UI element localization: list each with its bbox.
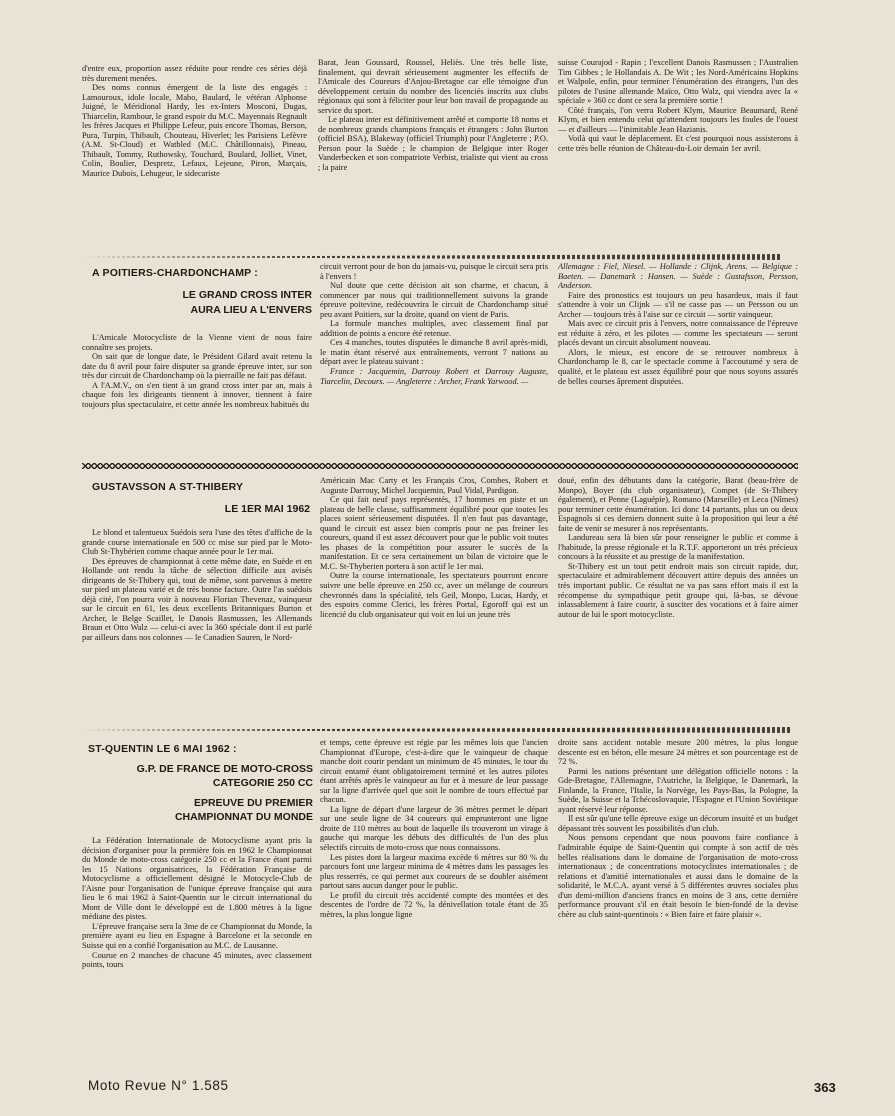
section-subtitle: LE 1ER MAI 1962 [224, 503, 310, 515]
paragraph: L'épreuve française sera la 3me de ce Championnat du Monde, la première ayant eu lieu en Espagne à Barcelone et la seconde en Suisse qui en a confié l'organisation au M.C. de Lausanne. [82, 921, 312, 951]
paragraph: Allemagne : Fiel, Niesel. — Hollande : Clijnk, Arens. — Belgique : Baeten. — Danemark : Hansen. — Suède : Gustafsson, Persson, Anderson. [558, 262, 798, 291]
section-subtitle: EPREUVE DU PREMIER [193, 797, 313, 809]
section-subtitle: CATEGORIE 250 CC [212, 777, 313, 789]
paragraph: Ce qui fait neuf pays représentés, 17 hommes en piste et un plateau de belle classe, suffisamment équilibré pour que toutes les places soient sérieusement disputées. Il n'en faut pas davantage, quand le circuit est assez bien compris pour ne pas freiner les coureurs, quand il est assez découvert pour que le public voit toutes les phases de la compétition pour assurer le succès de la manifestation. Et ce sera certainement un bilan de victoire que le M.C. St-Thyberien portera à son actif le 1er mai. [320, 495, 548, 571]
paragraph: Faire des pronostics est toujours un peu hasardeux, mais il faut s'attendre à voir un Clijnk — s'il ne casse pas — un Persson ou un Archer — toujours très à l'aise sur ce circuit — sortir vainqueur. [558, 290, 798, 319]
paragraph: doué, enfin des débutants dans la catégorie, Barat (beau-frère de Monpo), Boyer (du club organisateur), Compet (de St-Thibery également), et Penne (Laguépie), Romano (Marseille) et Leca (Nîmes) pour terminer cette énumération. Ici donc 14 partants, plus un ou deux Espagnols si ces derniers donnent suite à la proposition qui leur a été faite de venir se mesurer à nos représentants. [558, 476, 798, 533]
paragraph: Ces 4 manches, toutes disputées le dimanche 8 avril après-midi, le matin étant réservé aux entraînements, verront 7 nations au départ avec le plateau suivant : [320, 338, 548, 367]
s4-column-1 [82, 836, 312, 1066]
section-subtitle: CHAMPIONNAT DU MONDE [174, 811, 313, 823]
section-title: ST-QUENTIN LE 6 MAI 1962 : [88, 743, 237, 755]
paragraph: Barat, Jean Goussard, Roussel, Heliès. Une très belle liste, finalement, qui devrait sérieusement augmenter les effectifs de l'Amicale des Coureurs d'Anjou-Bretagne car elle témoigne d'un développement certain du nombre des licenciés inscrits aux clubs régionaux qui sont à féliciter pour leur bon travail de propagande au service du sport. [318, 58, 548, 115]
paragraph: Outre la course internationale, les spectateurs pourront encore suivre une belle épreuve en 250 cc, avec un mélange de coureurs chevronnés dans la spécialité, tels Geil, Monpo, Lucas, Hardy, et des espoirs comme Clerici, les frères Portal, Egoroff qui est un licencié du club organisateur qui voit en lui un jeune très [320, 571, 548, 619]
section-subtitle: AURA LIEU A L'ENVERS [190, 304, 312, 316]
paragraph: St-Thibery est un tout petit endroit mais son circuit rapide, dur, spectaculaire et admirablement découvert attire depuis des années un très important public. Ce résultat ne va pas sans effort mais il est la récompense du sympathique petit groupe qui, là-bas, se dévoue inlassablement à faire courir, à susciter des vocations et à faire aimer autour de lui le sport motocycliste. [558, 561, 798, 619]
paragraph: Courue en 2 manches de chacune 45 minutes, avec classement points, tours [82, 950, 312, 970]
paragraph: La Fédération Internationale de Motocyclisme ayant pris la décision d'organiser pour la première fois en 1962 le Championnat du Monde de moto-cross catégorie 250 cc et la France étant parmi les 15 Nations organisatrices, la Fédération Française de Motocyclisme a officiellement désigné le Motocycle-Club de l'Aisne pour l'organisation de l'unique épreuve française qui aura lieu le 6 mai 1962 à Saint-Quentin sur le circuit international du Mont de Ville dont le développé est de 1.800 mètres à la ligne médiane des pistes. [82, 836, 312, 922]
paragraph: Les pistes dont la largeur maxima excède 6 mètres sur 80 % du parcours font une largeur minima de 4 mètres dans les passages les plus resserrés, ce qui permet aux coureurs de se doubler aisément partout sans aucun danger pour le public. [320, 852, 548, 891]
paragraph: La formule manches multiples, avec classement final par addition de points a encore été retenue. [320, 319, 548, 338]
paragraph: Le profil du circuit très accidenté compte des montées et des descentes de l'ordre de 72 %, la dénivellation totale étant de 35 mètres, la plus longue ligne [320, 890, 548, 919]
s4-column-3 [558, 738, 798, 1066]
publication-footer: Moto Revue N° 1.585 [88, 1078, 229, 1093]
section-title: A POITIERS-CHARDONCHAMP : [92, 267, 259, 279]
paragraph: Il est sûr qu'une telle épreuve exige un décorum insuité et un budget dépassant très souvent les possibilités d'un club. [558, 814, 798, 833]
paragraph: Américain Mac Carty et les Français Cros, Combes, Robert et Auguste Darrouy, Michel Jacquemin, Paul Vidal, Pardigon. [320, 476, 548, 495]
s3-column-2 [320, 476, 548, 724]
paragraph: A l'A.M.V., on s'en tient à un grand cross inter par an, mais à chaque fois les dirigeants tiennent à innover, tiennent à faire toujours plus spectaculaire, et cette année les nombreux habitués du [82, 380, 312, 409]
paragraph: Nous pensons cependant que nous pouvons faire confiance à l'admirable équipe de Saint-Quentin qui compte à son actif de très belles réalisations dans le domaine de l'organisation de moto-cross internationaux ; de concentrations motocyclistes internationales ; de relations et d'amitié internationales et aussi dans le domaine de la solidarité, le M.C.A. ayant versé à 5 différentes œuvres sociales plus d'un demi-million d'anciens francs en moins de 3 ans, cette dernière performance prouvant s'il en était besoin le bien-fondé de la devise chère au club saint-quentinois : « Bien faire et faire plaisir ». [558, 833, 798, 919]
section-divider [82, 463, 798, 469]
paragraph: d'entre eux, proportion assez réduite pour rendre ces séries déjà très durement menées. [82, 64, 307, 83]
page-number: 363 [814, 1080, 836, 1095]
paragraph: et temps, cette épreuve est régie par les mêmes lois que l'ancien Championnat d'Europe, c'est-à-dire que le vainqueur de chaque manche doit courir pendant un minimum de 45 minutes, le tour du circuit entamé étant obligatoirement terminé et les autres pilotes étant arrêtés après le vainqueur au fur et à mesure de leur passage sur la ligne d'arrivée quel que soit le nombre de tours effectué par chacun. [320, 738, 548, 805]
paragraph: Le blond et talentueux Suédois sera l'une des têtes d'affiche de la grande course internationale en 500 cc mise sur pied par le Moto-Club St-Thybérien comme chaque année pour le 1er mai. [82, 528, 312, 557]
paragraph: Des noms connus émergent de la liste des engagés : Lamouroux, idole locale, Mabo, Baulard, le vétéran Alphonse Juigné, le Méridional Hardy, les ex-Inters Mosconi, Dugas, Thiarcelin, Rambour, le grand espoir du M.C. Mayennais Regnault les frères Jacques et Philippe Lefeur, puis encore Thomas, Berson, Pura, Turpin, Thibault, Chouteau, Hiverlet; les Parisiens Lefèvre (A.M. St-Cloud) et Watbled (M.C. Châtillonnais), Pineau, Thibault, Tommy, Ruthowsky, Touchard, Boulard, Jolliet, Vinet, Colin, Boulier, Despretz, Lefaux, Lejeune, Piron, Marçais, Maurice Dubois, Lehugeur, le sidecariste [82, 83, 307, 179]
s2-column-2 [320, 262, 548, 462]
s2-column-1 [82, 333, 312, 461]
s4-column-2 [320, 738, 548, 1066]
paragraph: Alors, le mieux, est encore de se retrouver nombreux à Chardonchamp le 8, car le spectacle comme à l'accoutumé y sera de qualité, et le plateau est assez équilibré pour que nous soyons assurés de belles courses âprement disputées. [558, 347, 798, 386]
paragraph: Le plateau inter est définitivement arrêté et comporte 18 noms et de nombreux grands champions français et étrangers : John Burton (officiel BSA), Blakeway (officiel Triumph) pour l'Angleterre ; P.O. Person pour la Suède ; le champion de Belgique inter Roger Vanderbecken et son compatriote Verbist, trialiste qui vient au cross ; la paire [318, 115, 548, 173]
paragraph: Des épreuves de championnat à cette même date, en Suède et en Hollande ont rendu la tâche de sélection difficile aux avisés dirigeants de St-Thibery qui, tout de même, sont parvenus à mettre sur pied un plateau varié et de très bonne facture. Outre l'as suédois déjà cité, l'on pourra voir à nouveau Florian Thevenaz, vainqueur sur le circuit en 61, les deux excellents Britanniques Burton et Archer, le Belge Scaillet, le Danois Rasmussen, les Allemands Braun et Otto Walz — celui-ci avec la 360 spéciale dont il est parlé par ailleurs dans nos colonnes — le Canadien Sauren, le Nord- [82, 556, 312, 643]
paragraph: L'Amicale Motocycliste de la Vienne vient de nous faire connaître ses projets. [82, 333, 312, 352]
s2-column-3 [558, 262, 798, 462]
s1-column-3 [558, 58, 798, 254]
paragraph: suisse Courajod - Rapin ; l'excellent Danois Rasmussen ; l'Australien Tim Gibbes ; le Hollandais A. De Wit ; les Nord-Américains Hopkins et Walpole, enfin, pour terminer l'énumération des étrangers, l'un des pilotes de l'usine allemande Maïco, Otto Walz, qui viendra avec la « spéciale » 360 cc dont ce sera la première sortie ! [558, 58, 798, 106]
paragraph: Mais avec ce circuit pris à l'envers, notre connaissance de l'épreuve est réduite à zéro, et les pilotes — comme les spectateurs — seront placés devant un circuit absolument nouveau. [558, 319, 798, 348]
section-divider [82, 254, 782, 260]
s3-column-3 [558, 476, 798, 724]
paragraph: droite sans accident notable mesure 200 mètres, la plus longue descente est en béton, elle mesure 24 mètres et son pourcentage est de 72 %. [558, 738, 798, 767]
paragraph: On sait que de longue date, le Président Gilard avait retenu la date du 8 avril pour faire disputer sa grande épreuve inter, sur son très dur circuit de Chardonchamp où la pierraille ne fait pas défaut. [82, 352, 312, 381]
s1-column-2 [318, 58, 548, 254]
paragraph: Parmi les nations présentant une délégation officielle notons : la Gde-Bretagne, l'Allemagne, l'Autriche, la Belgique, le Danemark, la Finlande, la France, l'Italie, la Norvège, les Pays-Bas, la Pologne, la Suède, la Suisse et la Tchécoslovaquie, l'Espagne et l'Union Soviétique ayant réservé leur réponse. [558, 766, 798, 814]
paragraph: Landureau sera là bien sûr pour renseigner le public et comme à l'habitude, la presse régionale et la R.T.F. apporteront un très précieux concours à la réussite et au prestige de la manifestation. [558, 533, 798, 562]
paragraph: Nul doute que cette décision ait son charme, et chacun, à commencer par nous qui traditionnellement suivons la grande épreuve poitevine, redécouvrira le circuit de Chardonchamp situé peu avant Poitiers, sur la droite, quand on vient de Paris. [320, 281, 548, 319]
s1-column-1 [82, 64, 307, 250]
s3-column-1 [82, 528, 312, 721]
paragraph: France : Jacquemin, Darrouy Robert et Darrouy Auguste, Tiarcelin, Decours. — Angleterre : Archer, Frank Yarwood. — [320, 367, 548, 386]
section-subtitle: G.P. DE FRANCE DE MOTO-CROSS [136, 763, 313, 775]
paragraph: Côté français, l'on verra Robert Klym, Maurice Beaumard, René Klym, et bien entendu celui qu'attendent toujours les foules de l'ouest — et d'ailleurs — l'inimitable Jean Hazianis. [558, 105, 798, 134]
section-subtitle: LE GRAND CROSS INTER [182, 289, 312, 301]
section-title: GUSTAVSSON A ST-THIBERY [92, 481, 244, 493]
paragraph: La ligne de départ d'une largeur de 36 mètres permet le départ sur une seule ligne de 34 coureurs qui emprunteront une ligne droite de 110 mètres au bout de laquelle ils trouveront un virage à gauche qui marque les débuts des difficultés de l'un des plus sélectifs circuits de moto-cross que nous connaissons. [320, 804, 548, 853]
paragraph: circuit verront pour de bon du jamais-vu, puisque le circuit sera pris à l'envers ! [320, 262, 548, 281]
paragraph: Voilà qui vaut le déplacement. Et c'est pourquoi nous assisterons à cette très belle réunion de Château-du-Loir demain 1er avril. [558, 134, 798, 153]
section-divider [82, 727, 792, 733]
